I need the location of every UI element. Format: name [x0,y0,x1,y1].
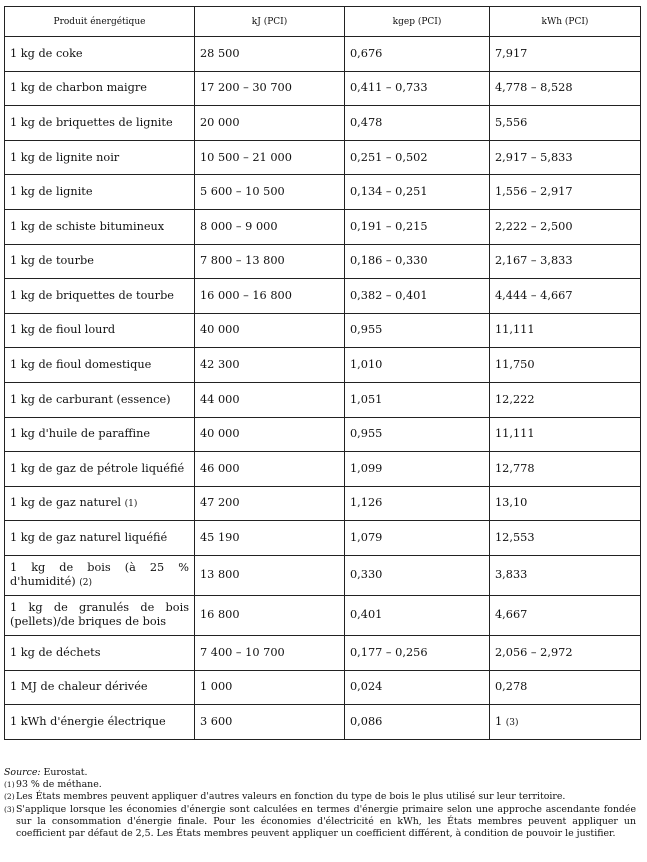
kgep-value: 0,186 – 0,330 [350,254,428,268]
cell-kgep [345,106,490,141]
header-kj: kJ (PCI) [195,7,345,37]
kgep-value: 0,134 – 0,251 [350,185,428,199]
table-row [5,705,641,740]
table-row [5,417,641,452]
cell-product [5,705,195,740]
kgep-value: 0,676 [350,46,383,60]
kwh-value: 11,111 [495,427,535,441]
table-row [5,595,641,635]
kj-value: 7 400 – 10 700 [200,645,285,659]
energy-conversion-table [4,6,641,740]
product-label: 1 kg de fioul lourd [10,323,116,337]
cell-kwh [490,140,641,175]
kj-value: 46 000 [200,461,240,475]
kwh-value: 5,556 [495,115,528,129]
cell-product [5,279,195,314]
cell-kj [195,175,345,210]
kj-value: 16 000 – 16 800 [200,288,292,302]
product-label: 1 kg de charbon maigre [10,81,147,95]
cell-product [5,417,195,452]
footnote-mark: (3) [4,804,15,814]
table-row [5,670,641,705]
cell-kj [195,106,345,141]
cell-product [5,382,195,417]
cell-product [5,486,195,521]
product-label: 1 kg de lignite noir [10,150,120,164]
cell-product [5,209,195,244]
header-kgep: kgep (PCI) [345,7,490,37]
table-row [5,37,641,72]
cell-kgep [345,555,490,595]
kgep-value: 0,251 – 0,502 [350,150,428,164]
table-row [5,382,641,417]
cell-product [5,452,195,487]
table-row [5,555,641,595]
kgep-value: 0,382 – 0,401 [350,288,428,302]
kj-value: 45 190 [200,531,240,545]
cell-kgep [345,244,490,279]
cell-kwh [490,313,641,348]
product-label: 1 kg de gaz de pétrole liquéfié [10,461,185,475]
cell-kwh [490,521,641,556]
table-row [5,635,641,670]
footnote-ref: (1) [124,499,138,510]
product-label: 1 kWh d'énergie électrique [10,714,166,728]
kgep-value: 0,478 [350,115,383,129]
kj-value: 3 600 [200,714,233,728]
cell-kj [195,209,345,244]
cell-product [5,71,195,106]
kgep-value: 0,086 [350,714,383,728]
cell-kwh [490,348,641,383]
kwh-value: 2,056 – 2,972 [495,645,573,659]
kj-value: 47 200 [200,496,240,510]
cell-kgep [345,175,490,210]
table-row [5,209,641,244]
cell-product [5,635,195,670]
kgep-value: 1,079 [350,531,383,545]
kwh-value: 2,222 – 2,500 [495,219,573,233]
cell-kwh [490,417,641,452]
cell-kgep [345,71,490,106]
cell-kwh [490,175,641,210]
table-row [5,348,641,383]
kj-value: 42 300 [200,358,240,372]
header-kwh: kWh (PCI) [490,7,641,37]
cell-kgep [345,521,490,556]
cell-kgep [345,670,490,705]
product-label: 1 kg de fioul domestique [10,358,152,372]
kj-value: 20 000 [200,115,240,129]
cell-kj [195,705,345,740]
kwh-value: 11,111 [495,323,535,337]
cell-product [5,348,195,383]
kj-value: 16 800 [200,608,240,622]
footnote-text: Les États membres peuvent appliquer d'autres valeurs en fonction du type de bois le plus utilisé sur leur territoire. [16,791,566,803]
kwh-value: 1,556 – 2,917 [495,185,573,199]
cell-kj [195,382,345,417]
kgep-value: 0,330 [350,568,383,582]
product-label: 1 kg de briquettes de tourbe [10,288,174,302]
product-label: 1 MJ de chaleur dérivée [10,680,148,694]
table-row [5,452,641,487]
kj-value: 40 000 [200,427,240,441]
product-label: 1 kg de tourbe [10,254,94,268]
cell-kj [195,452,345,487]
kwh-value: 7,917 [495,46,528,60]
kgep-value: 0,177 – 0,256 [350,645,428,659]
table-header-row [5,7,641,37]
cell-kj [195,521,345,556]
kwh-value: 3,833 [495,568,528,582]
cell-product [5,37,195,72]
product-label: 1 kg de bois (à 25 % d'humidité) [10,561,189,589]
source-line [4,767,636,779]
footnote-item [4,804,636,841]
kj-value: 17 200 – 30 700 [200,81,292,95]
kj-value: 13 800 [200,568,240,582]
table-row [5,244,641,279]
header-product: Produit énergétique [5,7,195,37]
product-label: 1 kg de carburant (essence) [10,392,171,406]
footnote-text: 93 % de méthane. [16,779,102,791]
kwh-value: 12,222 [495,392,535,406]
cell-kj [195,670,345,705]
product-label: 1 kg de lignite [10,185,93,199]
cell-kgep [345,37,490,72]
footnote-item [4,779,636,791]
kj-value: 7 800 – 13 800 [200,254,285,268]
kj-value: 5 600 – 10 500 [200,185,285,199]
product-label: 1 kg de briquettes de lignite [10,115,173,129]
cell-product [5,555,195,595]
product-label: 1 kg de déchets [10,645,101,659]
cell-product [5,313,195,348]
table-row [5,175,641,210]
kwh-value: 4,667 [495,608,528,622]
cell-kj [195,486,345,521]
cell-kgep [345,348,490,383]
cell-kgep [345,417,490,452]
kwh-value: 4,778 – 8,528 [495,81,573,95]
cell-kwh [490,37,641,72]
cell-kj [195,635,345,670]
cell-kgep [345,313,490,348]
kwh-value: 2,917 – 5,833 [495,150,573,164]
table-body [5,37,641,740]
kgep-value: 0,401 [350,608,383,622]
cell-kj [195,313,345,348]
product-label: 1 kg de granulés de bois (pellets)/de briques de bois [10,601,189,629]
product-label: 1 kg de gaz naturel liquéfié [10,531,168,545]
cell-product [5,106,195,141]
footnote-list [4,779,636,840]
kgep-value: 1,010 [350,358,383,372]
cell-kwh [490,279,641,314]
cell-kj [195,279,345,314]
cell-kgep [345,452,490,487]
cell-kj [195,37,345,72]
cell-kj [195,244,345,279]
cell-kj [195,71,345,106]
cell-kwh [490,106,641,141]
cell-kgep [345,705,490,740]
kwh-value: 1 [495,714,503,728]
cell-kgep [345,595,490,635]
footnote-ref: (3) [505,717,519,728]
cell-kwh [490,635,641,670]
footnote-mark: (2) [4,792,15,802]
kj-value: 28 500 [200,46,240,60]
kgep-value: 0,191 – 0,215 [350,219,428,233]
product-label: 1 kg d'huile de paraffine [10,427,151,441]
kwh-value: 12,778 [495,461,535,475]
cell-kwh [490,209,641,244]
cell-kgep [345,486,490,521]
kwh-value: 0,278 [495,680,528,694]
kgep-value: 0,955 [350,323,383,337]
cell-kj [195,140,345,175]
cell-product [5,175,195,210]
cell-kwh [490,382,641,417]
cell-product [5,595,195,635]
kgep-value: 0,024 [350,680,383,694]
cell-kgep [345,635,490,670]
cell-product [5,521,195,556]
table-row [5,279,641,314]
kj-value: 44 000 [200,392,240,406]
footnote-text: S'applique lorsque les économies d'énergie sont calculées en termes d'énergie primaire selon une approche ascendante fondée sur la consommation d'énergie finale. Pour les économies d'électricité en kWh, les États membres peuvent appliquer un coefficient par défaut de 2,5. Les États membres peuvent appliquer un coefficient différent, à condition de pouvoir le justifier. [16,803,636,840]
source-label: Source: [4,767,41,778]
kj-value: 10 500 – 21 000 [200,150,292,164]
product-label: 1 kg de gaz naturel [10,496,121,510]
cell-kj [195,595,345,635]
cell-kwh [490,71,641,106]
table-row [5,521,641,556]
footnotes [4,767,636,840]
cell-kj [195,417,345,452]
cell-kgep [345,140,490,175]
kwh-value: 4,444 – 4,667 [495,288,573,302]
cell-kj [195,348,345,383]
kgep-value: 0,955 [350,427,383,441]
cell-kgep [345,209,490,244]
kgep-value: 1,099 [350,461,383,475]
kwh-value: 11,750 [495,358,535,372]
kgep-value: 0,411 – 0,733 [350,81,428,95]
kj-value: 1 000 [200,680,233,694]
table-row [5,313,641,348]
product-label: 1 kg de coke [10,46,83,60]
cell-kwh [490,595,641,635]
kwh-value: 13,10 [495,496,528,510]
kj-value: 8 000 – 9 000 [200,219,278,233]
cell-kwh [490,555,641,595]
footnote-item [4,791,636,803]
kwh-value: 2,167 – 3,833 [495,254,573,268]
footnote-mark: (1) [4,780,15,790]
cell-kwh [490,705,641,740]
cell-product [5,244,195,279]
kgep-value: 1,051 [350,392,383,406]
cell-kgep [345,279,490,314]
cell-kwh [490,452,641,487]
cell-kwh [490,670,641,705]
footnote-ref: (2) [79,578,93,589]
kwh-value: 12,553 [495,531,535,545]
table-row [5,71,641,106]
product-label: 1 kg de schiste bitumineux [10,219,165,233]
cell-kwh [490,486,641,521]
kj-value: 40 000 [200,323,240,337]
cell-kj [195,555,345,595]
table-row [5,140,641,175]
table-row [5,486,641,521]
cell-kwh [490,244,641,279]
cell-kgep [345,382,490,417]
source-value: Eurostat. [43,767,88,778]
table-row [5,106,641,141]
kgep-value: 1,126 [350,496,383,510]
cell-product [5,670,195,705]
cell-product [5,140,195,175]
